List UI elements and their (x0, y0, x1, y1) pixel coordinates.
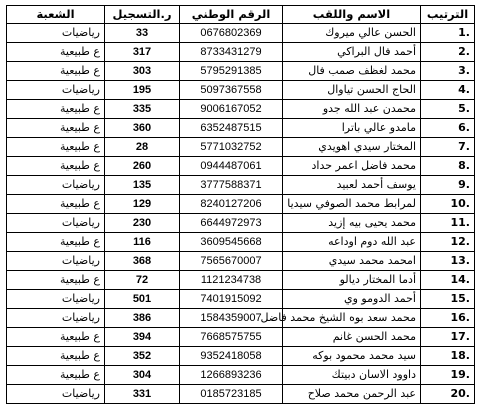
row-rank: 8. (421, 157, 475, 176)
header-row (7, 6, 475, 24)
row-rank: 16. (421, 309, 475, 328)
division: رياضيات (7, 385, 105, 404)
registration-number: 116 (105, 233, 180, 252)
header-national-id: الرقم الوطني (180, 6, 283, 24)
division: ع طبيعية (7, 100, 105, 119)
registration-number: 501 (105, 290, 180, 309)
table-row (7, 195, 475, 214)
registration-number: 317 (105, 43, 180, 62)
national-id: 5771032752 (180, 138, 283, 157)
table-row (7, 24, 475, 43)
division: ع طبيعية (7, 119, 105, 138)
table-row (7, 366, 475, 385)
row-rank: 1. (421, 24, 475, 43)
division: رياضيات (7, 176, 105, 195)
table-row (7, 176, 475, 195)
registration-number: 33 (105, 24, 180, 43)
row-rank: 6. (421, 119, 475, 138)
national-id: 5097367558 (180, 81, 283, 100)
registration-number: 129 (105, 195, 180, 214)
table-row (7, 347, 475, 366)
row-rank: 13. (421, 252, 475, 271)
row-rank: 19. (421, 366, 475, 385)
national-id: 3777588371 (180, 176, 283, 195)
table-row (7, 81, 475, 100)
student-name: محمد لغظف صمب فال (283, 62, 421, 81)
registration-number: 230 (105, 214, 180, 233)
registration-number: 135 (105, 176, 180, 195)
table-row (7, 385, 475, 404)
table-row (7, 214, 475, 233)
national-id: 6352487515 (180, 119, 283, 138)
student-name: أحمد الدومو وي (283, 290, 421, 309)
division: رياضيات (7, 309, 105, 328)
registration-number: 72 (105, 271, 180, 290)
division: ع طبيعية (7, 195, 105, 214)
division: رياضيات (7, 290, 105, 309)
registration-number: 360 (105, 119, 180, 138)
table-row (7, 157, 475, 176)
national-id: 1584359007 (180, 309, 283, 328)
division: ع طبيعية (7, 366, 105, 385)
row-rank: 2. (421, 43, 475, 62)
student-name: محمد فاضل اعمر حداد (283, 157, 421, 176)
student-name: يوسف أحمد لعبيد (283, 176, 421, 195)
student-name: لمرابط محمد الصوفي سيديا (283, 195, 421, 214)
registration-number: 394 (105, 328, 180, 347)
division: رياضيات (7, 214, 105, 233)
table-row (7, 309, 475, 328)
student-name: محمد يحيى بيه إزيد (283, 214, 421, 233)
national-id: 8733431279 (180, 43, 283, 62)
student-name: محمدن عبد الله جدو (283, 100, 421, 119)
national-id: 7401915092 (180, 290, 283, 309)
header-name: الاسم واللقب (283, 6, 421, 24)
national-id: 6644972973 (180, 214, 283, 233)
registration-number: 386 (105, 309, 180, 328)
row-rank: 15. (421, 290, 475, 309)
student-name: أدما المختار ديالو (283, 271, 421, 290)
national-id: 9006167052 (180, 100, 283, 119)
student-name: الحاج الحسن تياوال (283, 81, 421, 100)
row-rank: 12. (421, 233, 475, 252)
registration-number: 303 (105, 62, 180, 81)
header-rank: الترتيب (421, 6, 475, 24)
header-registration: ر.التسجيل (105, 6, 180, 24)
division: ع طبيعية (7, 43, 105, 62)
student-ranking-table (6, 5, 475, 404)
registration-number: 28 (105, 138, 180, 157)
table-row (7, 119, 475, 138)
table-row (7, 62, 475, 81)
registration-number: 195 (105, 81, 180, 100)
division: ع طبيعية (7, 271, 105, 290)
table-row (7, 252, 475, 271)
registration-number: 304 (105, 366, 180, 385)
national-id: 0944487061 (180, 157, 283, 176)
student-name: داوود الاسان دبيتك (283, 366, 421, 385)
student-name: الحسن عالي ميروك (283, 24, 421, 43)
registration-number: 335 (105, 100, 180, 119)
student-name: المختار سيدي اهويدي (283, 138, 421, 157)
table-row (7, 290, 475, 309)
row-rank: 11. (421, 214, 475, 233)
division: رياضيات (7, 24, 105, 43)
registration-number: 331 (105, 385, 180, 404)
table-row (7, 43, 475, 62)
table-body (7, 24, 475, 404)
header-division: الشعبة (7, 6, 105, 24)
student-name: سيد محمد محمود بوكه (283, 347, 421, 366)
division: رياضيات (7, 81, 105, 100)
student-name: محمد سعد بوه الشيخ محمد فاضل (283, 309, 421, 328)
national-id: 9352418058 (180, 347, 283, 366)
row-rank: 3. (421, 62, 475, 81)
division: رياضيات (7, 252, 105, 271)
row-rank: 20. (421, 385, 475, 404)
registration-number: 260 (105, 157, 180, 176)
table-header (7, 6, 475, 24)
table-row (7, 271, 475, 290)
division: ع طبيعية (7, 347, 105, 366)
national-id: 8240127206 (180, 195, 283, 214)
row-rank: 14. (421, 271, 475, 290)
row-rank: 18. (421, 347, 475, 366)
student-name: عبد الله دوم اوداعه (283, 233, 421, 252)
division: ع طبيعية (7, 157, 105, 176)
student-name: مامدو عالي باترا (283, 119, 421, 138)
division: ع طبيعية (7, 233, 105, 252)
student-name: عبد الرحمن محمد صلاح (283, 385, 421, 404)
national-id: 7565670007 (180, 252, 283, 271)
division: ع طبيعية (7, 328, 105, 347)
national-id: 1121234738 (180, 271, 283, 290)
national-id: 7668575755 (180, 328, 283, 347)
table-row (7, 100, 475, 119)
row-rank: 10. (421, 195, 475, 214)
division: ع طبيعية (7, 138, 105, 157)
row-rank: 17. (421, 328, 475, 347)
row-rank: 7. (421, 138, 475, 157)
registration-number: 352 (105, 347, 180, 366)
student-name: محمد الحسن غانم (283, 328, 421, 347)
division: ع طبيعية (7, 62, 105, 81)
registration-number: 368 (105, 252, 180, 271)
student-name: امحمد محمد سيدي (283, 252, 421, 271)
row-rank: 9. (421, 176, 475, 195)
student-name: أحمد فال البراكي (283, 43, 421, 62)
table-row (7, 233, 475, 252)
national-id: 0676802369 (180, 24, 283, 43)
national-id: 0185723185 (180, 385, 283, 404)
table-row (7, 328, 475, 347)
national-id: 5795291385 (180, 62, 283, 81)
row-rank: 5. (421, 100, 475, 119)
national-id: 3609545668 (180, 233, 283, 252)
row-rank: 4. (421, 81, 475, 100)
table-row (7, 138, 475, 157)
national-id: 1266893236 (180, 366, 283, 385)
